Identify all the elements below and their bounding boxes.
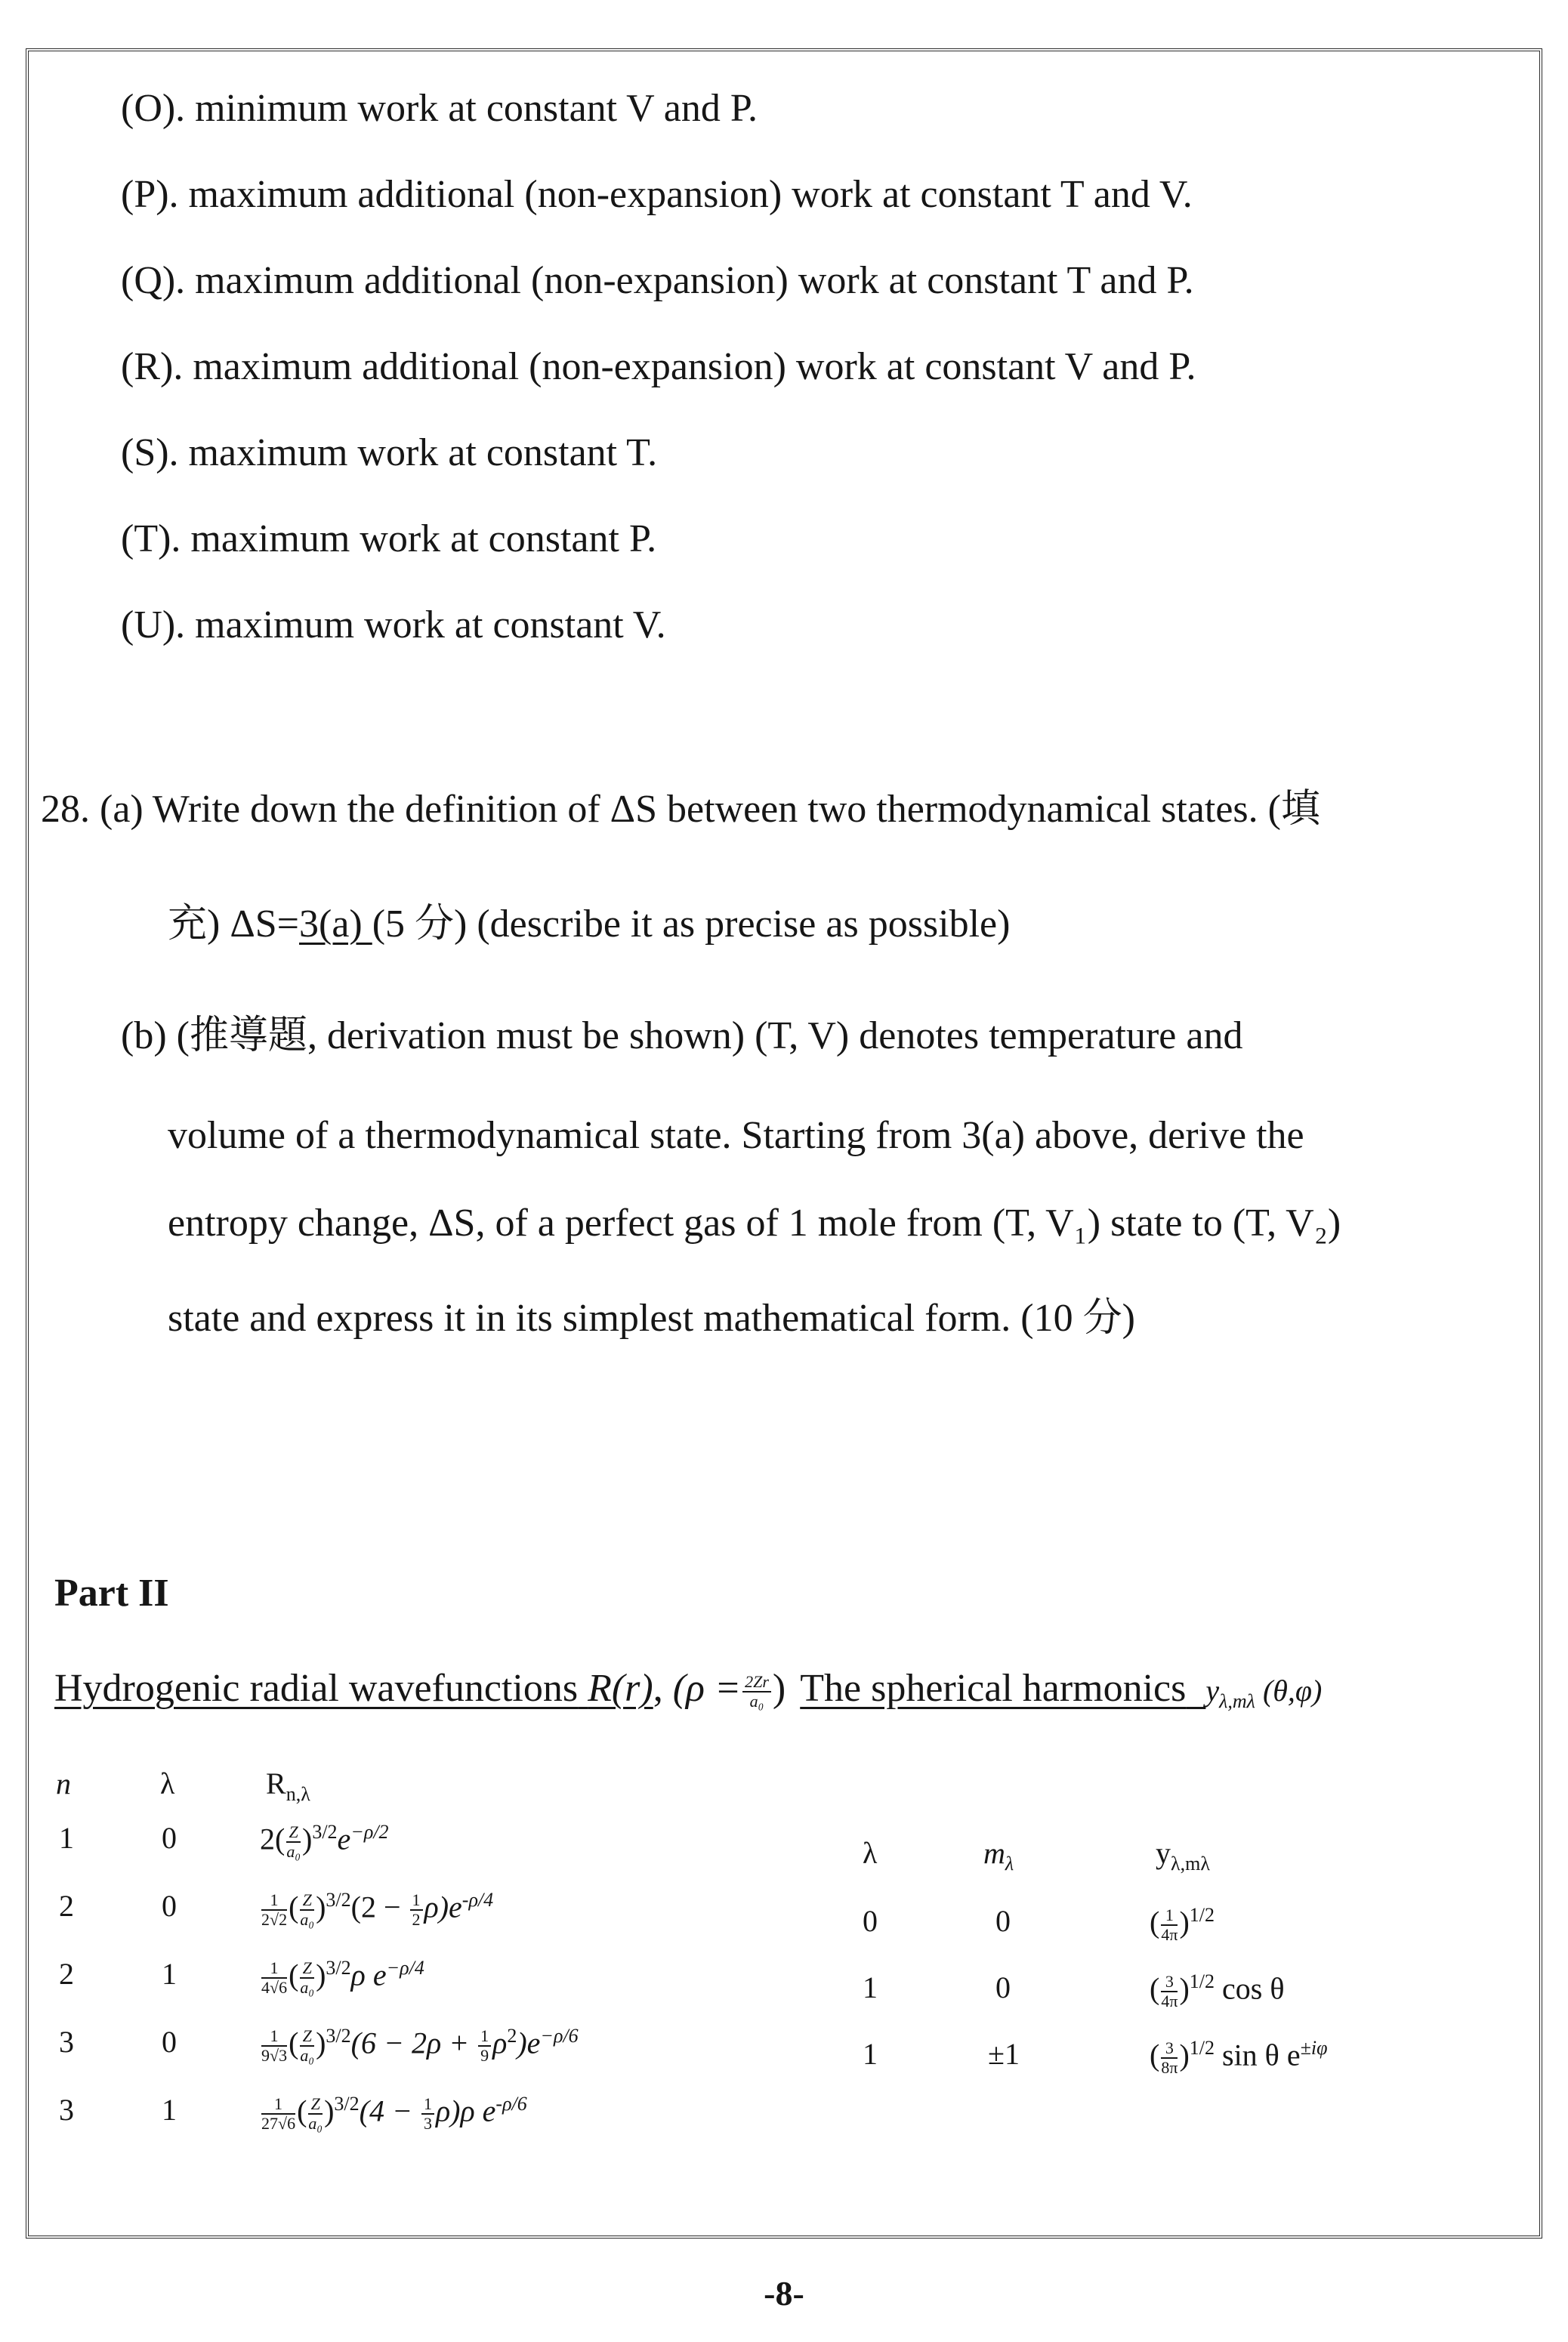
radial-row-3-l: 1 bbox=[162, 1957, 177, 1991]
harm-row-3-m: ±1 bbox=[988, 2037, 1020, 2071]
option-o: (O). minimum work at constant V and P. bbox=[121, 87, 758, 130]
harm-row-2-l: 1 bbox=[863, 1970, 878, 2004]
radial-row-5-n: 3 bbox=[59, 2093, 74, 2127]
option-t: (T). maximum work at constant P. bbox=[121, 517, 657, 560]
radial-formula-1: 2( $\frac{Z}{\text{a₀}}$ )$^{3/2}e^{-\rho/2}$ bbox=[260, 1821, 389, 1862]
radial-header-n: n bbox=[56, 1767, 71, 1800]
radial-row-3-n: 2 bbox=[59, 1957, 74, 1991]
radial-row-1-l: 0 bbox=[162, 1821, 177, 1855]
radial-formula-5: $\frac{1}{27√6}$ ( $\frac{Z}{\text{a₀}}$ )$^{3/2}$(4 − $\frac{1}{3}$ ρ)ρ $e^{-\rho/6}$ bbox=[261, 2093, 527, 2134]
rho-definition: (ρ = $\frac{2Zr}{\text{a₀}}$ ) bbox=[672, 1667, 786, 1711]
option-r: (R). maximum additional (non-expansion) work at constant V and P. bbox=[121, 345, 1196, 388]
q28-a-line1: 28. (a) Write down the definition of ΔS between two thermodynamical states. (填 bbox=[41, 788, 1320, 831]
radial-formula-4: $\frac{1}{9√3}$ ( $\frac{Z}{\text{a₀}}$ )$^{3/2}$(6 − 2ρ + $\frac{1}{9}$ $\rho^2)e^{-\rho/6}$ bbox=[261, 2025, 579, 2066]
radial-row-4-l: 0 bbox=[162, 2025, 177, 2059]
harm-row-3-l: 1 bbox=[863, 2037, 878, 2071]
harm-row-1-m: 0 bbox=[995, 1904, 1011, 1938]
harm-header-m: $m_\lambda$ bbox=[983, 1836, 1014, 1875]
q28-a-line2 bbox=[168, 902, 1010, 947]
radial-row-4-n: 3 bbox=[59, 2025, 74, 2059]
harm-row-1-l: 0 bbox=[863, 1904, 878, 1938]
option-u: (U). maximum work at constant V. bbox=[121, 603, 666, 646]
radial-formula-2: $\frac{1}{2√2}$ ( $\frac{Z}{\text{a₀}}$ )$^{3/2}$(2 − $\frac{1}{2}$ $\rho)e^{-\rho/4}$ bbox=[261, 1889, 494, 1930]
radial-row-2-n: 2 bbox=[59, 1889, 74, 1923]
harm-row-2-m: 0 bbox=[995, 1970, 1011, 2004]
radial-header-lambda: λ bbox=[160, 1767, 175, 1800]
harmonics-title: The spherical harmonics bbox=[800, 1667, 1187, 1710]
q28-a-blank: 3(a) bbox=[299, 903, 372, 946]
option-q: (Q). maximum additional (non-expansion) work at constant T and P. bbox=[121, 259, 1194, 302]
q28-b-line2: volume of a thermodynamical state. Starting from 3(a) above, derive the bbox=[168, 1114, 1304, 1157]
harm-row-2-y: ( $\frac{3}{4\pi}$ )$^{1/2}$ cos θ bbox=[1150, 1970, 1285, 2011]
harmonics-symbol: $y_{\lambda,m\lambda}$ (θ,φ) bbox=[1205, 1674, 1323, 1712]
radial-formula-3: $\frac{1}{4√6}$ ( $\frac{Z}{\text{a₀}}$ )$^{3/2}$ρ $e^{-\rho/4}$ bbox=[261, 1957, 424, 1998]
radial-row-5-l: 1 bbox=[162, 2093, 177, 2127]
harm-header-lambda: λ bbox=[863, 1836, 878, 1870]
harm-row-1-y: ( $\frac{1}{4\pi}$ )$^{1/2}$ bbox=[1150, 1904, 1215, 1945]
part2-title-line: Hydrogenic radial wavefunctions R(r), (ρ = $\frac{2Zr}{\text{a₀}}$ ) The spherical harmonics $y_{\lambda,m\lambda}$ (θ,φ) bbox=[54, 1667, 1323, 1712]
q28-a-delta-s: 充) ΔS= bbox=[168, 903, 300, 946]
radial-header-r: $R_{n,\lambda}$ bbox=[266, 1767, 310, 1805]
part-heading: Part II bbox=[54, 1572, 169, 1615]
radial-row-1-n: 1 bbox=[59, 1821, 74, 1855]
radial-title: Hydrogenic radial wavefunctions R(r) bbox=[54, 1667, 653, 1710]
radial-row-2-l: 0 bbox=[162, 1889, 177, 1923]
q28-b-line3: entropy change, ΔS, of a perfect gas of 1 mole from (T, V₁) state to (T, V₂) bbox=[168, 1202, 1341, 1245]
harm-header-y: $y_{\lambda,m\lambda}$ bbox=[1156, 1836, 1210, 1875]
q28-a-note: (5 分) (describe it as precise as possible) bbox=[372, 903, 1011, 946]
harm-row-3-y: ( $\frac{3}{8\pi}$ )$^{1/2}$ sin θ $e^{\pm i\varphi}$ bbox=[1150, 2037, 1328, 2078]
option-p: (P). maximum additional (non-expansion) work at constant T and V. bbox=[121, 173, 1193, 216]
q28-b-line1: (b) (推導題, derivation must be shown) (T, V) denotes temperature and bbox=[121, 1014, 1243, 1057]
page-number: -8- bbox=[764, 2274, 804, 2313]
q28-b-line4: state and express it in its simplest mathematical form. (10 分) bbox=[168, 1297, 1135, 1340]
option-s: (S). maximum work at constant T. bbox=[121, 431, 658, 474]
